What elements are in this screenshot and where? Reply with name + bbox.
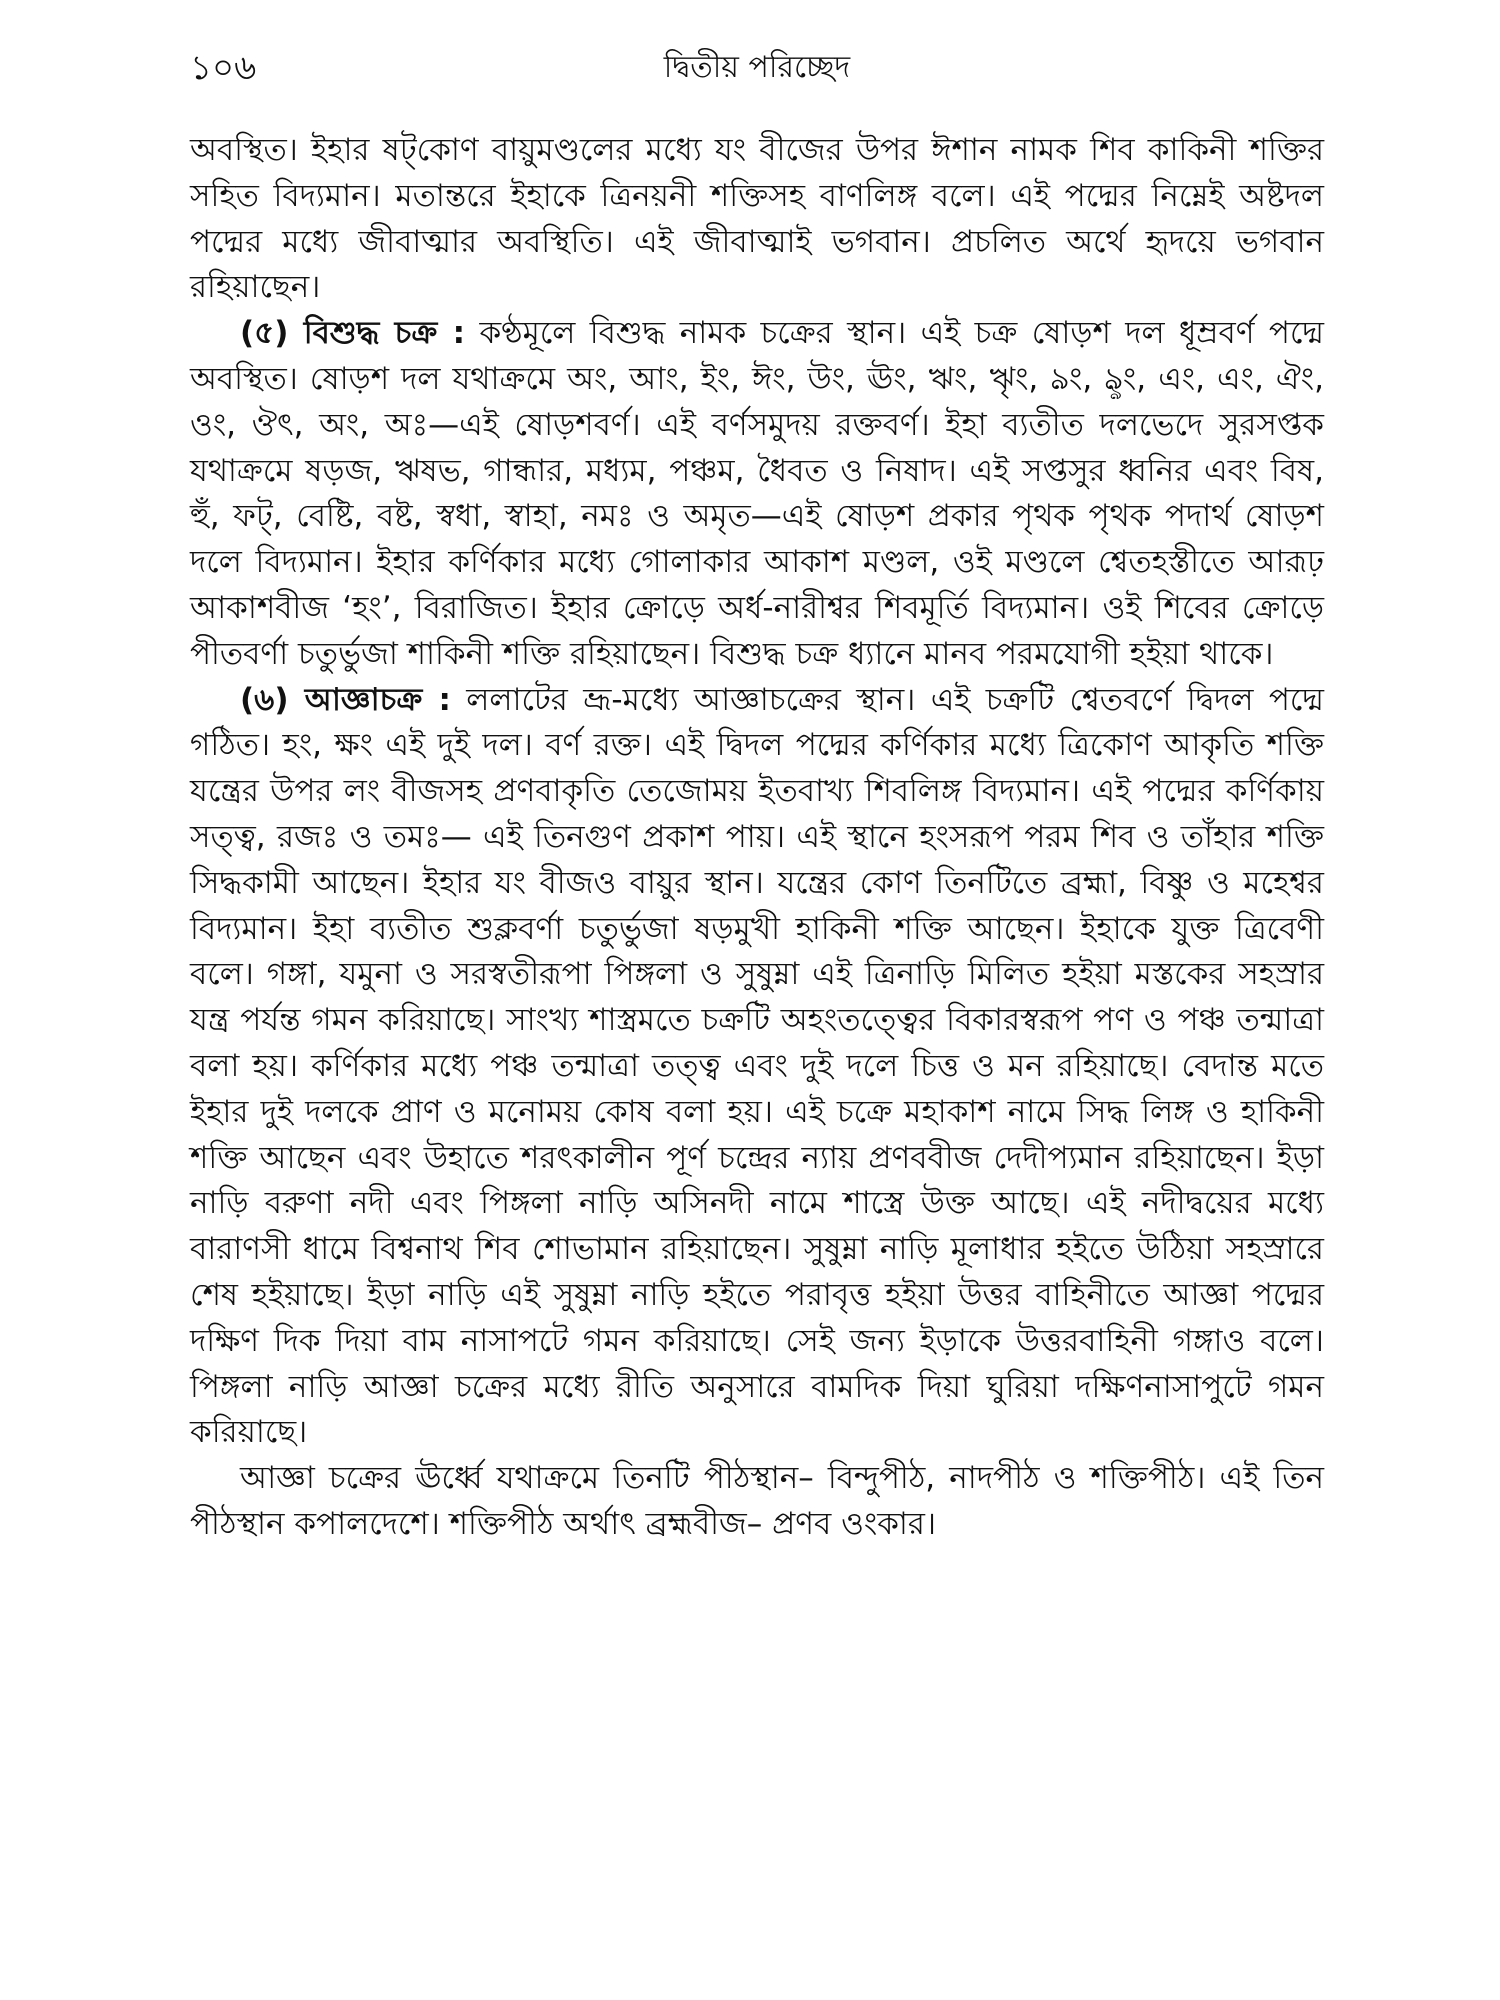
paragraph-vishuddha-chakra [190,311,1324,677]
section-heading-vishuddha: (৫) বিশুদ্ধ চক্র : [240,315,466,352]
paragraph-text: কণ্ঠমূলে বিশুদ্ধ নামক চক্রের স্থান। এই চক্র ষোড়শ দল ধূম্রবর্ণ পদ্মে অবস্থিত। ষোড়শ দল যথাক্রমে অং, আং, ইং, ঈং, উং, ঊং, ঋং, ৠং, ঌং, ৡং, এং, এং, ঐং, ওং, ঔৎ, অং, অঃ—এই ষোড়শবর্ণ। এই বর্ণসমুদয় রক্তবর্ণ। ইহা ব্যতীত দলভেদে সুরসপ্তক যথাক্রমে ষড়জ, ঋষভ, গান্ধার, মধ্যম, পঞ্চম, ধৈবত ও নিষাদ। এই সপ্তসুর ধ্বনির এবং বিষ, হুঁ, ফট্‌, বেষ্টি, বষ্ট, স্বধা, স্বাহা, নমঃ ও অমৃত—এই ষোড়শ প্রকার পৃথক পৃথক পদার্থ ষোড়শ দলে বিদ্যমান। ইহার কর্ণিকার মধ্যে গোলাকার আকাশ মণ্ডল, ওই মণ্ডলে শ্বেতহস্তীতে আরূঢ় আকাশবীজ ‘হং’, বিরাজিত। ইহার ক্রোড়ে অর্ধ-নারীশ্বর শিবমূর্তি বিদ্যমান। ওই শিবের ক্রোড়ে পীতবর্ণা চতুর্ভুজা শাকিনী শক্তি রহিয়াছেন। বিশুদ্ধ চক্র ধ্যানে মানব পরমযোগী হইয়া থাকে। [190,315,1325,672]
chapter-title: দ্বিতীয় পরিচ্ছেদ [663,50,851,85]
paragraph-pithasthan: আজ্ঞা চক্রের ঊর্ধ্বে যথাক্রমে তিনটি পীঠস্থান– বিন্দুপীঠ, নাদপীঠ ও শক্তিপীঠ। এই তিন পীঠস্থান কপালদেশে। শক্তিপীঠ অর্থাৎ ব্রহ্মবীজ– প্রণব ওংকার। [190,1460,1324,1542]
body-text [190,128,1324,1548]
paragraph-text: ললাটের ভ্রূ-মধ্যে আজ্ঞাচক্রের স্থান। এই চক্রটি শ্বেতবর্ণে দ্বিদল পদ্মে গঠিত। হং, ক্ষং এই দুই দল। বর্ণ রক্ত। এই দ্বিদল পদ্মের কর্ণিকার মধ্যে ত্রিকোণ আকৃতি শক্তি যন্ত্রের উপর লং বীজসহ প্রণবাকৃতি তেজোময় ইতবাখ্য শিবলিঙ্গ বিদ্যমান। এই পদ্মের কর্ণিকায় সত্ত্ব, রজঃ ও তমঃ— এই তিনগুণ প্রকাশ পায়। এই স্থানে হংসরূপ পরম শিব ও তাঁহার শক্তি সিদ্ধকামী আছেন। ইহার যং বীজও বায়ুর স্থান। যন্ত্রের কোণ তিনটিতে ব্রহ্মা, বিষ্ণু ও মহেশ্বর বিদ্যমান। ইহা ব্যতীত শুক্লবর্ণা চতুর্ভুজা ষড়মুখী হাকিনী শক্তি আছেন। ইহাকে যুক্ত ত্রিবেণী বলে। গঙ্গা, যমুনা ও সরস্বতীরূপা পিঙ্গলা ও সুষুম্না এই ত্রিনাড়ি মিলিত হইয়া মস্তকের সহস্রার যন্ত্র পর্যন্ত গমন করিয়াছে। সাংখ্য শাস্ত্রমতে চক্রটি অহংতত্ত্বের বিকারস্বরূপ পণ ও পঞ্চ তন্মাত্রা বলা হয়। কর্ণিকার মধ্যে পঞ্চ তন্মাত্রা তত্ত্ব এবং দুই দলে চিত্ত ও মন রহিয়াছে। বেদান্ত মতে ইহার দুই দলকে প্রাণ ও মনোময় কোষ বলা হয়। এই চক্রে মহাকাশ নামে সিদ্ধ লিঙ্গ ও হাকিনী শক্তি আছেন এবং উহাতে শরৎকালীন পূর্ণ চন্দ্রের ন্যায় প্রণববীজ দেদীপ্যমান রহিয়াছেন। ইড়া নাড়ি বরুণা নদী এবং পিঙ্গলা নাড়ি অসিনদী নামে শাস্ত্রে উক্ত আছে। এই নদীদ্বয়ের মধ্যে বারাণসী ধামে বিশ্বনাথ শিব শোভামান রহিয়াছেন। সুষুম্না নাড়ি মূলাধার হইতে উঠিয়া সহস্রারে শেষ হইয়াছে। ইড়া নাড়ি এই সুষুম্না নাড়ি হইতে পরাবৃত্ত হইয়া উত্তর বাহিনীতে আজ্ঞা পদ্মের দক্ষিণ দিক দিয়া বাম নাসাপটে গমন করিয়াছে। সেই জন্য ইড়াকে উত্তরবাহিনী গঙ্গাও বলে। পিঙ্গলা নাড়ি আজ্ঞা চক্রের মধ্যে রীতি অনুসারে বামদিক দিয়া ঘুরিয়া দক্ষিণনাসাপুটে গমন করিয়াছে। [190,681,1324,1451]
paragraph-continuation: অবস্থিত। ইহার ষট্‌কোণ বায়ুমণ্ডলের মধ্যে যং বীজের উপর ঈশান নামক শিব কাকিনী শক্তির সহিত বিদ্যমান। মতান্তরে ইহাকে ত্রিনয়নী শক্তিসহ বাণলিঙ্গ বলে। এই পদ্মের নিম্নেই অষ্টদল পদ্মের মধ্যে জীবাত্মার অবস্থিতি। এই জীবাত্মাই ভগবান। প্রচলিত অর্থে হৃদয়ে ভগবান রহিয়াছেন। [190,132,1324,306]
page-number: ১০৬ [190,48,257,88]
running-head [190,40,1324,100]
paragraph-ajna-chakra [190,678,1324,1457]
section-heading-ajna: (৬) আজ্ঞাচক্র : [240,681,451,718]
